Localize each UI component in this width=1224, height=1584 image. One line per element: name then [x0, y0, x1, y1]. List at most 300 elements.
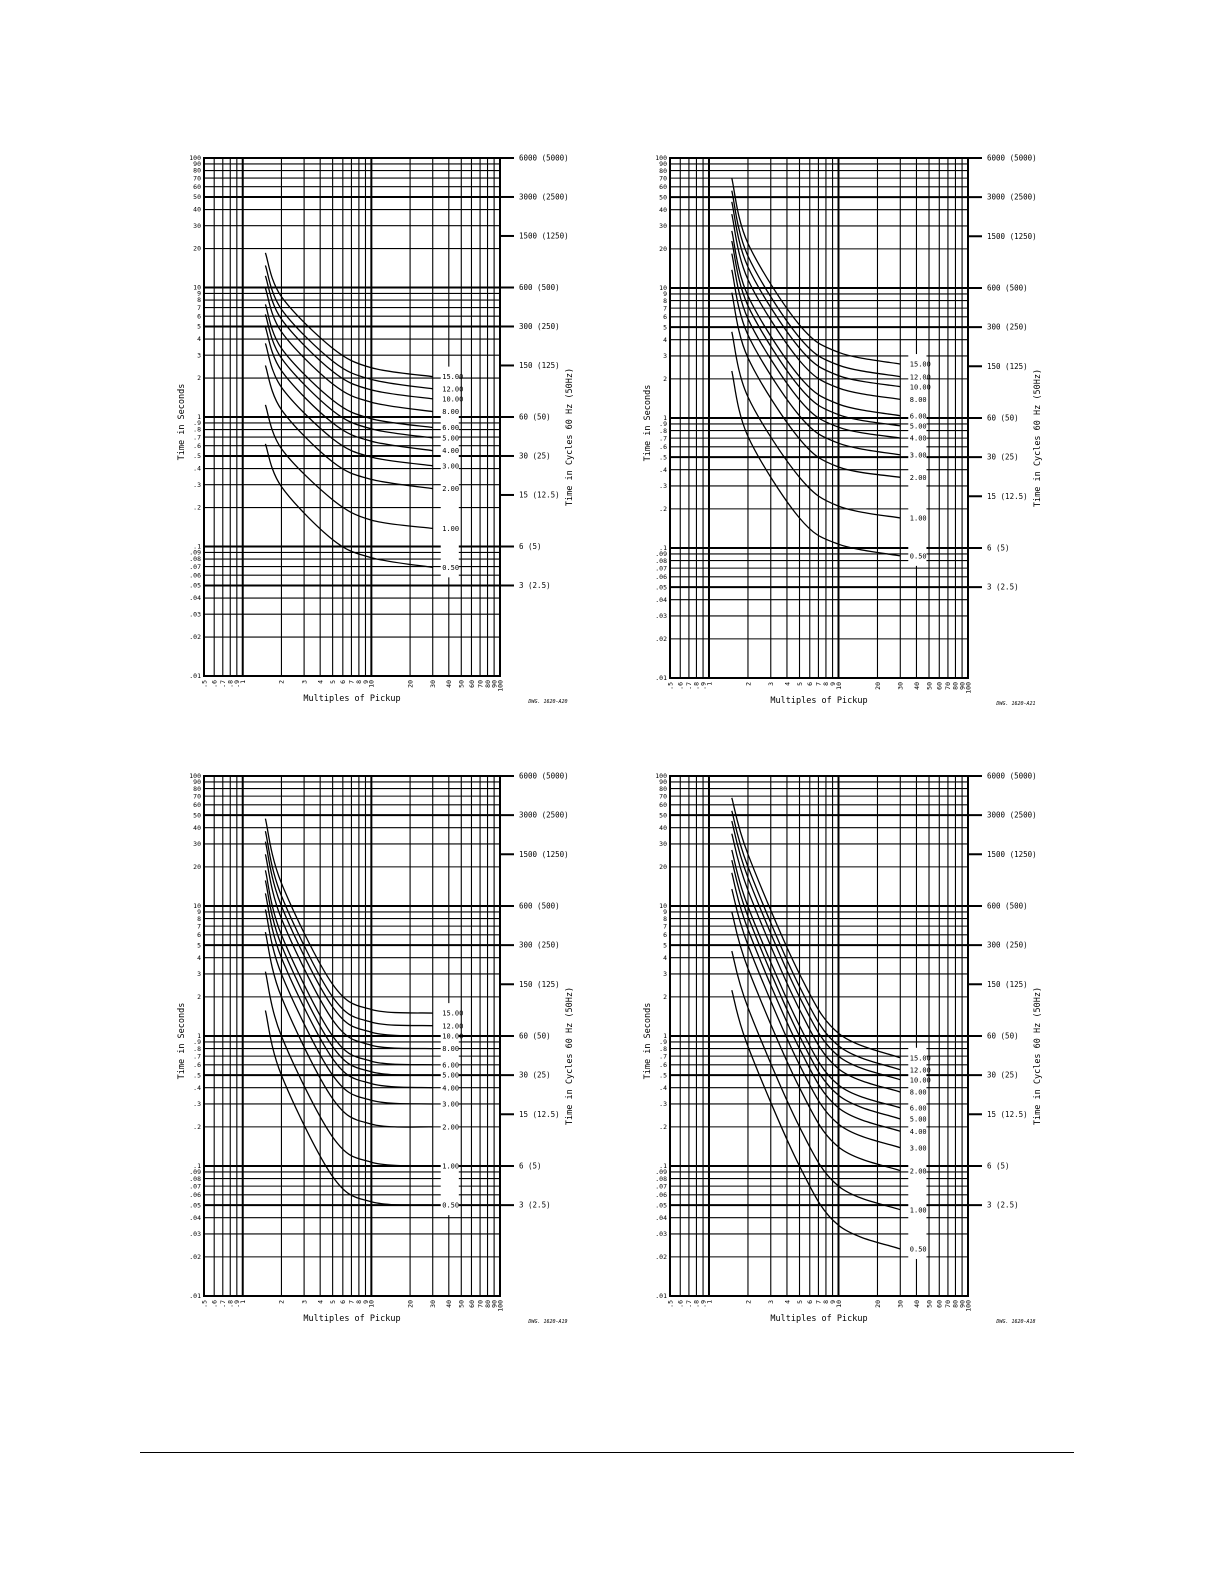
curve-label: 15.00 [442, 373, 464, 382]
drawing-number: DWG. 1620-A21 [996, 701, 1036, 707]
chart-panel-1 [177, 154, 575, 706]
y2-axis-title: Time in Cycles 60 Hz (50Hz) [1033, 986, 1043, 1126]
y-tick-label: 70 [659, 174, 667, 183]
y2-axis-title: Time in Cycles 60 Hz (50Hz) [1033, 368, 1043, 508]
y-tick-label: 7 [197, 922, 201, 931]
y-tick-label: .4 [193, 1083, 201, 1092]
x-tick-label: 40 [912, 682, 921, 690]
cycles-tick-label: 3000 (2500) [519, 192, 569, 202]
y-tick-label: .06 [189, 571, 201, 580]
cycles-tick-label: 60 (50) [519, 412, 551, 422]
cycles-tick-label: 60 (50) [987, 1031, 1019, 1041]
y-tick-label: 100 [655, 154, 667, 163]
x-tick-label: .9 [233, 1300, 242, 1308]
x-tick-label: .9 [699, 1300, 708, 1308]
y-tick-label: 5 [197, 322, 201, 331]
chart-panel-4 [643, 772, 1043, 1326]
y-tick-label: 4 [663, 335, 667, 344]
y-tick-label: .04 [189, 594, 201, 603]
curve-label: 12.00 [442, 1022, 464, 1031]
y-tick-label: .5 [659, 453, 667, 462]
cycles-tick-label: 1500 (1250) [987, 849, 1037, 859]
curve-label: 0.50 [909, 1245, 927, 1254]
y-tick-label: 10 [193, 283, 201, 292]
cycles-tick-label: 600 (500) [519, 901, 560, 911]
y-tick-label: .07 [655, 564, 667, 573]
y-tick-label: 70 [193, 792, 201, 801]
y-tick-label: 40 [659, 823, 667, 832]
y-tick-label: .05 [189, 1201, 201, 1210]
curve-label: 6.00 [442, 1061, 460, 1070]
y-tick-label: 30 [659, 222, 667, 231]
x-tick-label: 60 [935, 682, 944, 690]
cycles-tick-label: 150 (125) [519, 360, 560, 370]
y-tick-label: .03 [189, 610, 201, 619]
curve-label: 4.00 [909, 1127, 927, 1136]
x-tick-label: 4 [316, 1300, 325, 1304]
x-tick-label: 100 [496, 680, 505, 692]
y-tick-label: .6 [659, 1061, 667, 1070]
cycles-tick-label: 30 (25) [987, 1070, 1019, 1080]
x-tick-label: 70 [944, 682, 953, 690]
x-tick-label: .7 [219, 1300, 228, 1308]
curve-label: 5.00 [909, 1115, 927, 1124]
y-axis-title: Time in Seconds [177, 1002, 187, 1080]
y-tick-label: 4 [197, 953, 201, 962]
x-tick-label: 10 [834, 682, 843, 690]
curve-label: 0.50 [909, 552, 927, 561]
x-tick-label: .6 [676, 1300, 685, 1308]
x-tick-label: 7 [814, 1300, 823, 1304]
y-tick-label: .2 [193, 503, 201, 512]
cycles-tick-label: 600 (500) [519, 283, 560, 292]
cycles-tick-label: 3 (2.5) [519, 1200, 551, 1210]
x-tick-label: .5 [200, 680, 209, 688]
y-tick-label: 8 [663, 296, 667, 305]
cycles-tick-label: 1500 (1250) [519, 849, 569, 859]
y-tick-label: .02 [655, 635, 667, 644]
y-tick-label: .9 [193, 1038, 201, 1047]
y-axis-title: Time in Seconds [643, 1002, 653, 1080]
y-tick-label: .9 [659, 1038, 667, 1047]
curve-line [732, 293, 901, 478]
y-tick-label: .1 [193, 1162, 201, 1171]
curve-label: 3.00 [442, 1100, 460, 1109]
curve-label: 2.00 [442, 485, 460, 494]
x-tick-label: 5 [795, 1300, 804, 1304]
x-tick-label: 3 [300, 680, 309, 684]
cycles-tick-label: 300 (250) [519, 321, 560, 331]
y-tick-label: .02 [189, 633, 201, 642]
y-tick-label: .3 [659, 1100, 667, 1109]
y2-axis-title: Time in Cycles 60 Hz (50Hz) [565, 986, 575, 1126]
y-tick-label: .07 [189, 1182, 201, 1191]
y-tick-label: 1 [197, 1032, 201, 1041]
curve-line [732, 834, 901, 1092]
x-tick-label: 40 [912, 1300, 921, 1308]
curve-label: 1.00 [442, 1162, 460, 1171]
y-tick-label: 6 [197, 931, 201, 940]
y-tick-label: .08 [655, 1174, 667, 1183]
curve-label: 2.00 [909, 1167, 927, 1176]
curve-line [265, 366, 432, 489]
y-tick-label: 30 [193, 221, 201, 230]
x-tick-label: 10 [367, 1300, 376, 1308]
y-tick-label: 50 [193, 811, 201, 820]
x-tick-label: 6 [806, 682, 815, 686]
y-tick-label: .06 [655, 573, 667, 582]
x-tick-label: 100 [496, 1300, 505, 1312]
x-tick-label: .6 [676, 682, 685, 690]
cycles-tick-label: 6 (5) [519, 542, 542, 551]
y-tick-label: .6 [659, 443, 667, 452]
y-tick-label: 30 [193, 840, 201, 849]
y-tick-label: .9 [193, 419, 201, 428]
y-tick-label: 9 [197, 908, 201, 917]
x-tick-label: 20 [406, 680, 415, 688]
y-tick-label: .02 [189, 1253, 201, 1262]
y-tick-label: 20 [193, 863, 201, 872]
x-tick-label: 60 [467, 1300, 476, 1308]
curve-label: 12.00 [909, 373, 931, 382]
x-tick-label: 70 [476, 680, 485, 688]
cycles-tick-label: 3000 (2500) [519, 810, 569, 820]
y-tick-label: 3 [663, 970, 667, 979]
y-tick-label: 40 [659, 205, 667, 214]
y-tick-label: .07 [189, 562, 201, 571]
y-tick-label: 10 [193, 902, 201, 911]
cycles-tick-label: 150 (125) [519, 979, 560, 989]
y-tick-label: 2 [197, 993, 201, 1002]
y-tick-label: 80 [193, 784, 201, 793]
y-tick-label: .4 [193, 464, 201, 473]
x-tick-label: 70 [944, 1300, 953, 1308]
x-tick-label: 80 [951, 1300, 960, 1308]
x-tick-label: 40 [445, 1300, 454, 1308]
x-tick-label: 5 [328, 1300, 337, 1304]
y-tick-label: .6 [193, 1061, 201, 1070]
y-tick-label: .03 [655, 612, 667, 621]
x-tick-label: .8 [226, 1300, 235, 1308]
y-tick-label: .03 [189, 1230, 201, 1239]
y-tick-label: 9 [663, 290, 667, 299]
x-tick-label: 9 [828, 682, 837, 686]
y-tick-label: 4 [663, 953, 667, 962]
x-tick-label: 100 [964, 1300, 973, 1312]
curve-label: 3.00 [909, 1144, 927, 1153]
cycles-tick-label: 6 (5) [987, 543, 1010, 553]
y-tick-label: 2 [197, 374, 201, 383]
y-tick-label: 60 [193, 182, 201, 191]
chart-panel-2 [643, 154, 1043, 708]
y-tick-label: .04 [655, 1213, 667, 1222]
y-tick-label: 9 [197, 289, 201, 298]
x-tick-label: 50 [457, 1300, 466, 1308]
cycles-tick-label: 600 (500) [987, 283, 1028, 293]
curve-label: 6.00 [442, 424, 460, 433]
x-tick-label: 50 [457, 680, 466, 688]
y-tick-label: 20 [193, 244, 201, 253]
cycles-tick-label: 15 (12.5) [987, 491, 1028, 501]
cycles-tick-label: 3 (2.5) [987, 582, 1019, 592]
x-tick-label: 9 [361, 1300, 370, 1304]
x-tick-label: 90 [958, 1300, 967, 1308]
x-tick-label: 90 [490, 680, 499, 688]
y-axis-title: Time in Seconds [177, 383, 187, 461]
curve-label: 0.50 [442, 1201, 460, 1210]
cycles-tick-label: 600 (500) [987, 901, 1028, 911]
x-tick-label: 30 [429, 680, 438, 688]
x-axis-title: Multiples of Pickup [303, 1314, 401, 1324]
y-tick-label: 80 [659, 166, 667, 175]
y-tick-label: 3 [663, 352, 667, 361]
x-tick-label: 8 [822, 1300, 831, 1304]
y-tick-label: .01 [189, 672, 201, 681]
y-tick-label: 90 [193, 778, 201, 787]
curve-label: 2.00 [442, 1123, 460, 1132]
curve-label: 10.00 [909, 383, 931, 392]
y-tick-label: 90 [659, 160, 667, 169]
y-tick-label: .8 [659, 1044, 667, 1053]
curve-label: 12.00 [909, 1066, 931, 1075]
y-tick-label: .05 [655, 1201, 667, 1210]
drawing-number: DWG. 1620-A19 [528, 1319, 568, 1325]
x-tick-label: 70 [476, 1300, 485, 1308]
y-tick-label: .09 [655, 1168, 667, 1177]
cycles-tick-label: 6 (5) [519, 1161, 542, 1171]
cycles-tick-label: 3 (2.5) [987, 1200, 1019, 1210]
y-tick-label: .02 [655, 1253, 667, 1262]
y-tick-label: .3 [193, 1100, 201, 1109]
curve-label: 12.00 [442, 385, 464, 394]
y-tick-label: 4 [197, 335, 201, 344]
x-axis-title: Multiples of Pickup [770, 696, 868, 706]
y-tick-label: 40 [193, 823, 201, 832]
x-tick-label: 5 [795, 682, 804, 686]
x-tick-label: 10 [367, 680, 376, 688]
y-tick-label: 50 [193, 193, 201, 202]
y-tick-label: 8 [197, 914, 201, 923]
curve-label: 15.00 [909, 360, 931, 369]
drawing-number: DWG. 1620-A18 [996, 1319, 1036, 1325]
cycles-tick-label: 300 (250) [987, 322, 1028, 332]
y-tick-label: .08 [655, 556, 667, 565]
curve-label: 0.50 [442, 563, 460, 572]
drawing-number: DWG. 1620-A20 [528, 699, 568, 705]
cycles-tick-label: 30 (25) [987, 452, 1019, 462]
curve-label: 4.00 [442, 447, 460, 456]
y-tick-label: .03 [655, 1230, 667, 1239]
x-tick-label: .7 [219, 680, 228, 688]
x-tick-label: 8 [822, 682, 831, 686]
curve-label: 2.00 [909, 473, 927, 482]
cycles-tick-label: 60 (50) [519, 1031, 551, 1041]
y-tick-label: 7 [663, 304, 667, 313]
x-tick-label: 9 [361, 680, 370, 684]
x-tick-label: 1 [705, 1300, 714, 1304]
curve-label: 1.00 [909, 514, 927, 523]
x-tick-label: .6 [210, 680, 219, 688]
y-tick-label: .08 [189, 1174, 201, 1183]
x-tick-label: 40 [445, 680, 454, 688]
x-tick-label: 3 [767, 682, 776, 686]
curve-label: 15.00 [442, 1009, 464, 1018]
x-tick-label: 90 [490, 1300, 499, 1308]
curve-line [732, 214, 901, 399]
y-tick-label: .2 [659, 505, 667, 514]
cycles-tick-label: 15 (12.5) [519, 1109, 560, 1119]
y-tick-label: 1 [663, 1032, 667, 1041]
y-tick-label: .7 [193, 1052, 201, 1061]
x-tick-label: .7 [685, 1300, 694, 1308]
x-tick-label: 4 [316, 680, 325, 684]
curve-label: 4.00 [442, 1084, 460, 1093]
y-tick-label: .9 [659, 420, 667, 429]
y-tick-label: .4 [659, 1083, 667, 1092]
y-tick-label: 70 [659, 792, 667, 801]
y-tick-label: 6 [197, 312, 201, 321]
curve-line [265, 253, 432, 377]
y-tick-label: 100 [655, 772, 667, 781]
y-tick-label: 50 [659, 811, 667, 820]
y-tick-label: .06 [189, 1191, 201, 1200]
x-axis-title: Multiples of Pickup [303, 694, 401, 704]
y-tick-label: 7 [197, 303, 201, 312]
y-tick-label: .09 [189, 548, 201, 557]
x-tick-label: 2 [277, 680, 286, 684]
y-tick-label: 5 [197, 941, 201, 950]
x-tick-label: 80 [483, 680, 492, 688]
curve-line [265, 972, 432, 1166]
cycles-tick-label: 6 (5) [987, 1161, 1010, 1171]
x-tick-label: 7 [814, 682, 823, 686]
curve-label: 6.00 [909, 412, 927, 421]
x-tick-label: 1 [239, 1300, 248, 1304]
cycles-tick-label: 6000 (5000) [519, 771, 569, 781]
y-tick-label: 10 [659, 284, 667, 293]
y-tick-label: 30 [659, 840, 667, 849]
cycles-tick-label: 30 (25) [519, 1070, 551, 1080]
cycles-tick-label: 60 (50) [987, 413, 1019, 423]
x-tick-label: 3 [767, 1300, 776, 1304]
y2-axis-title: Time in Cycles 60 Hz (50Hz) [565, 367, 575, 507]
curve-line [265, 314, 432, 438]
x-tick-label: 4 [783, 1300, 792, 1304]
y-tick-label: 60 [659, 183, 667, 192]
x-tick-label: .7 [685, 682, 694, 690]
x-tick-label: 5 [328, 680, 337, 684]
curve-line [265, 276, 432, 399]
curve-label: 8.00 [909, 1088, 927, 1097]
x-tick-label: 80 [483, 1300, 492, 1308]
y-tick-label: 60 [193, 801, 201, 810]
x-tick-label: 6 [806, 1300, 815, 1304]
y-tick-label: 7 [663, 922, 667, 931]
x-tick-label: 30 [429, 1300, 438, 1308]
x-tick-label: 1 [239, 680, 248, 684]
curve-line [732, 241, 901, 426]
curve-label: 3.00 [909, 451, 927, 460]
y-tick-label: .8 [193, 425, 201, 434]
x-tick-label: 6 [339, 680, 348, 684]
y-tick-label: .08 [189, 555, 201, 564]
x-tick-label: .8 [692, 682, 701, 690]
curve-label: 8.00 [442, 1045, 460, 1054]
y-tick-label: 70 [193, 174, 201, 183]
curve-label: 8.00 [442, 408, 460, 417]
y-tick-label: .8 [193, 1044, 201, 1053]
y-tick-label: 8 [197, 296, 201, 305]
cycles-tick-label: 300 (250) [519, 940, 560, 950]
x-tick-label: 7 [347, 1300, 356, 1304]
cycles-tick-label: 3 (2.5) [519, 580, 551, 590]
y-tick-label: 1 [663, 414, 667, 423]
y-tick-label: .01 [189, 1292, 201, 1301]
curve-label: 4.00 [909, 434, 927, 443]
curve-label: 10.00 [442, 1032, 464, 1041]
y-tick-label: .2 [659, 1123, 667, 1132]
x-tick-label: 50 [925, 1300, 934, 1308]
y-tick-label: 3 [197, 970, 201, 979]
y-tick-label: 60 [659, 801, 667, 810]
footer-rule [140, 1452, 1074, 1453]
x-tick-label: .5 [666, 1300, 675, 1308]
curve-label: 8.00 [909, 396, 927, 405]
y-tick-label: 6 [663, 931, 667, 940]
x-tick-label: 2 [277, 1300, 286, 1304]
x-tick-label: .6 [210, 1300, 219, 1308]
curve-label: 5.00 [909, 422, 927, 431]
x-tick-label: 2 [744, 682, 753, 686]
y-tick-label: .5 [193, 452, 201, 461]
x-tick-label: .9 [699, 682, 708, 690]
x-tick-label: 30 [896, 1300, 905, 1308]
y-tick-label: .1 [193, 542, 201, 551]
y-tick-label: 90 [659, 778, 667, 787]
y-tick-label: 1 [197, 413, 201, 422]
y-tick-label: 90 [193, 160, 201, 169]
x-tick-label: 3 [300, 1300, 309, 1304]
x-tick-label: 20 [873, 682, 882, 690]
cycles-tick-label: 150 (125) [987, 979, 1028, 989]
y-tick-label: 20 [659, 863, 667, 872]
curve-label: 6.00 [909, 1104, 927, 1113]
y-tick-label: .5 [659, 1071, 667, 1080]
y-tick-label: .04 [655, 595, 667, 604]
y-tick-label: .7 [659, 434, 667, 443]
x-axis-title: Multiples of Pickup [770, 1314, 868, 1324]
x-tick-label: 100 [964, 682, 973, 694]
y-tick-label: .2 [193, 1123, 201, 1132]
y-tick-label: 80 [193, 166, 201, 175]
y-tick-label: .1 [659, 1162, 667, 1171]
curve-label: 1.00 [442, 524, 460, 533]
x-tick-label: 20 [406, 1300, 415, 1308]
x-tick-label: 7 [347, 680, 356, 684]
y-tick-label: .1 [659, 544, 667, 553]
y-tick-label: .3 [659, 482, 667, 491]
cycles-tick-label: 30 (25) [519, 451, 551, 461]
cycles-tick-label: 6000 (5000) [987, 771, 1037, 781]
x-tick-label: 30 [896, 682, 905, 690]
y-tick-label: 2 [663, 993, 667, 1002]
y-tick-label: .07 [655, 1182, 667, 1191]
y-tick-label: .6 [193, 441, 201, 450]
x-tick-label: .5 [200, 1300, 209, 1308]
x-tick-label: 60 [935, 1300, 944, 1308]
y-tick-label: .09 [189, 1168, 201, 1177]
y-tick-label: .04 [189, 1213, 201, 1222]
